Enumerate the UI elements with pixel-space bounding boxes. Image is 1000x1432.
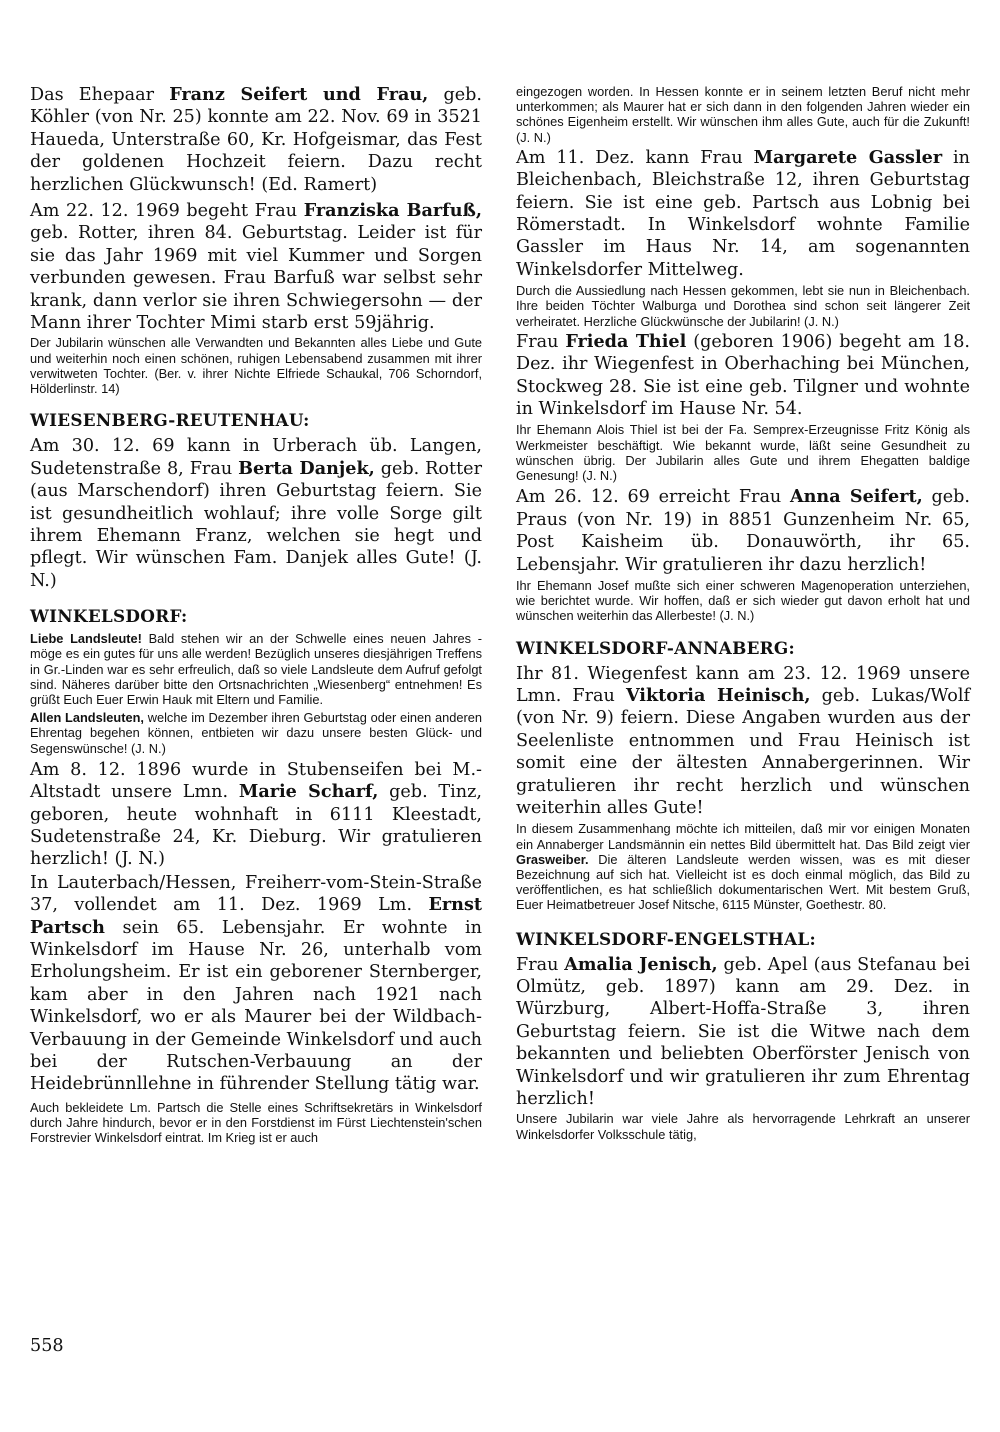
name-franziska-barfuss: Franziska Barfuß, [303,200,482,222]
paragraph-thiel: Frau Frieda Thiel (geboren 1906) begeht am 18. Dez. ihr Wiegenfest in Oberhaching bei München, Stockweg 28. Sie ist eine geb. Tilgner und wohnte in Winkelsdorf im Hause Nr. 54. [516,330,970,420]
note-jenisch: Unsere Jubilarin war viele Jahre als hervorragende Lehrkraft an unserer Winkelsdorfer Volksschule tätig, [516,1111,970,1142]
paragraph-heinisch: Ihr 81. Wiegenfest kann am 23. 12. 1969 unsere Lmn. Frau Viktoria Heinisch, geb. Lukas/Wolf (von Nr. 9) feiern. Diese Angaben wurden aus der Seelenliste entnommen und Frau Heinisch ist somit eine der ältesten Annabergerinnen. Wir gratulieren ihr recht herzlich und wünschen weiterhin alles Gute! [516,663,970,818]
heading-wiesenberg-reutenhau: WIESENBERG-REUTENHAU: [30,410,310,431]
paragraph-scharf: Am 8. 12. 1896 wurde in Stubenseifen bei M.-Altstadt unsere Lmn. Marie Scharf, geb. Tinz, geboren, heute wohnhaft in 6111 Kleestadt, Sudetenstraße 24, Kr. Dieburg. Wir gratulieren herzlich! (J. N.) [30,759,482,870]
name-franz-seifert: Franz Seifert und Frau, [169,84,429,105]
name-marie-scharf: Marie Scharf, [238,781,379,803]
note-anna-seifert: Ihr Ehemann Josef mußte sich einer schweren Magenoperation unterziehen, wie berichtet wurde. Wir hoffen, daß er sich wieder gut davon erholt hat und wünschen weiterhin das Allerbeste! (J. N.) [516,577,970,624]
note-partsch-continued: eingezogen worden. In Hessen konnte er in seinem letzten Beruf nicht mehr unterkommen; als Maurer hat er sich dann in den folgenden Jahren wieder ein schönes Eigenheim erstellt. Wir wünschen ihm alles Gute, auch für die Zukunft! (J. N.) [516,84,970,145]
note-thiel: Ihr Ehemann Alois Thiel ist bei der Fa. Semprex-Erzeugnisse Fritz König als Werkmeister beschäftigt. Wie bekannt wurde, läßt seine Gesundheit zu wünschen übrig. Der Jubilarin alles Gute und ihrem Ehegatten baldige Genesung! (J. N.) [516,422,970,484]
heading-winkelsdorf-annaberg: WINKELSDORF-ANNABERG: [516,637,796,658]
name-berta-danjek: Berta Danjek, [238,457,375,479]
name-frieda-thiel: Frieda Thiel [565,330,687,352]
name-ernst-partsch: Ernst Partsch [30,894,482,938]
note-liebe-landsleute: Liebe Landsleute! Bald stehen wir an der Schwelle eines neuen Jahres - möge es ein gutes für uns alle werden! Bezüglich unseres diesjährigen Treffens in Gr.-Linden war es sehr erfreulich, daß so viele Landsleute dem Aufruf gefolgt sind. Näheres darüber bitte den Ortsnachrichten „Wiesenberg“ entnehmen! Es grüßt Euch Euer Erwin Hauk mit Eltern und Familie. [30,631,482,707]
right-column [516,84,970,1142]
paragraph-seifert: Das Ehepaar Franz Seifert und Frau, geb. Köhler (von Nr. 25) konnte am 22. Nov. 69 in 3521 Haueda, Unterstraße 60, Kr. Hofgeismar, das Fest der goldenen Hochzeit feiern. Dazu recht herzlichen Glückwunsch! (Ed. Ramert) [30,84,483,195]
heading-winkelsdorf: WINKELSDORF: [30,606,188,627]
paragraph-jenisch: Frau Amalia Jenisch, geb. Apel (aus Stefanau bei Olmütz, geb. 1897) kann am 29. Dez. in Würzburg, Albert-Hoffa-Straße 3, ihren Geburtstag feiern. Sie ist die Witwe nach dem bekannten und beliebten Oberförster Jenisch von Winkelsdorf und wir gratulieren ihr zum Ehrentag herzlich! [516,953,971,1110]
name-amalia-jenisch: Amalia Jenisch, [564,953,718,975]
paragraph-partsch: In Lauterbach/Hessen, Freiherr-vom-Stein-Straße 37, vollendet am 11. Dez. 1969 Lm. Ernst Partsch sein 65. Lebensjahr. Er wohnte in Winkelsdorf im Hause Nr. 26, unterhalb vom Erholungsheim. Er ist ein geborener Sternberger, kam aber in den Jahren nach 1921 nach Winkelsdorf, wo er als Maurer bei der Wildbach-Verbauung in der Gemeinde Winkelsdorf und auch bei der Rutschen-Verbauung an der Heidebrünnllehne in führender Stellung tätig war. [30,872,482,1095]
paragraph-gassler: Am 11. Dez. kann Frau Margarete Gassler in Bleichenbach, Bleichstraße 12, ihren Geburtstag feiern. Sie ist eine geb. Partsch aus Lobnig bei Römerstadt. In Winkelsdorf wohnte Familie Gassler im Haus Nr. 14, am sogenannten Winkelsdorfer Mittelweg. [516,146,970,280]
note-gassler: Durch die Aussiedlung nach Hessen gekommen, lebt sie nun in Bleichenbach. Ihre beiden Töchter Walburga und Dorothea sind schon seit längerer Zeit verheiratet. Herzliche Glückwünsche der Jubilarin! (J. N.) [516,283,970,329]
paragraph-danjek: Am 30. 12. 69 kann in Urberach üb. Langen, Sudetenstraße 8, Frau Berta Danjek, geb. Rotter (aus Marschendorf) ihren Geburtstag feiern. Sie ist gesundheitlich wohlauf; ihre volle Sorge gilt ihrem Ehemann Franz, welchen sie hegt und pflegt. Wir wünschen Fam. Danjek alles Gute! (J. N.) [30,436,482,591]
heading-winkelsdorf-engelsthal: WINKELSDORF-ENGELSTHAL: [516,928,816,949]
paragraph-barfuss: Am 22. 12. 1969 begeht Frau Franziska Barfuß, geb. Rotter, ihren 84. Geburtstag. Leider ist für sie das Jahr 1969 mit viel Kummer und Sorgen verbunden gewesen. Frau Barfuß war selbst sehr krank, dann verlor sie ihren Schwiegersohn — der Mann ihrer Tochter Mimi starb erst 59jährig. [30,200,482,334]
left-column [30,84,482,1145]
name-anna-seifert: Anna Seifert, [789,486,923,508]
note-barfuss: Der Jubilarin wünschen alle Verwandten und Bekannten alles Liebe und Gute und weiterhin noch einen schönen, ruhigen Lebensabend zusammen mit ihrer verwitweten Tochter. (Ber. v. ihrer Nichte Elfriede Schaukal, 706 Schorndorf, Hölderlinstr. 14) [30,335,482,397]
note-allen-landsleuten: Allen Landsleuten, welche im Dezember ihren Geburtstag oder einen anderen Ehrentag begehen können, entbieten wir dazu unsere besten Glück- und Segenswünsche! (J. N.) [30,710,482,756]
note-partsch: Auch bekleidete Lm. Partsch die Stelle eines Schriftsekretärs in Winkelsdorf durch Jahre hindurch, bevor er in den Forstdienst im Fürst Liechtenstein'schen Forstrevier Winkelsdorf eintrat. Im Krieg ist er auch [30,1099,482,1146]
page-number: 558 [30,1336,64,1356]
paragraph-anna-seifert: Am 26. 12. 69 erreicht Frau Anna Seifert, geb. Praus (von Nr. 19) in 8851 Gunzenheim Nr. 65, Post Kaisheim üb. Donauwörth, ihr 65. Lebensjahr. Wir gratulieren ihr dazu herzlich! [516,486,970,575]
name-viktoria-heinisch: Viktoria Heinisch, [625,684,811,706]
name-margarete-gassler: Margarete Gassler [753,146,943,168]
note-grasweiber: In diesem Zusammenhang möchte ich mitteilen, daß mir vor einigen Monaten ein Annaberger Landsmännin ein nettes Bild übermittelt hat. Das Bild zeigt vier Grasweiber. Die älteren Landsleute werden wissen, was es mit dieser Bezeichnung auf sich hat. Vielleicht ist es doch einmal möglich, das Bild zu veröffentlichen, es hat schließlich dokumentarischen Wert. Mit bestem Gruß, Euer Heimatbetreuer Josef Nitsche, 6115 Münster, Goethestr. 80. [516,821,970,913]
